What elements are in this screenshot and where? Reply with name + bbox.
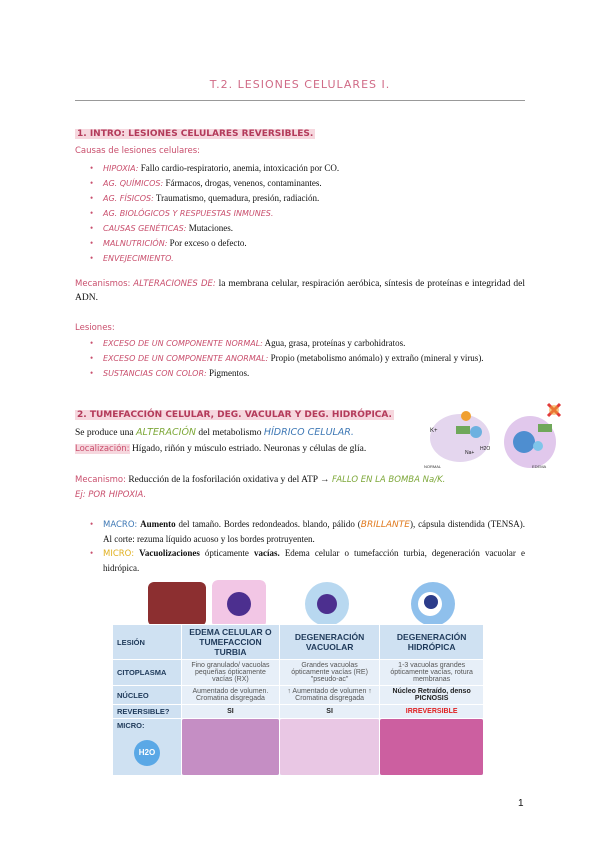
causes-list xyxy=(90,161,339,266)
table-cell: 1-3 vacuolas grandes ópticamente vacías, rotura membranas xyxy=(380,660,484,686)
list-item: • AG. FÍSICOS: Traumatismo, quemadura, presión, radiación. xyxy=(90,191,339,206)
table-cell: Fino granulado/ vacuolas pequeñas ópticamente vacías (RX) xyxy=(182,660,280,686)
table-row xyxy=(113,719,484,776)
row-label: CITOPLASMA xyxy=(113,660,182,686)
section1-heading: 1. INTRO: LESIONES CELULARES REVERSIBLES. xyxy=(77,129,314,139)
list-item: • AG. BIOLÓGICOS Y RESPUESTAS INMUNES. xyxy=(90,206,339,221)
title-divider xyxy=(75,100,525,101)
histology-image-vacuolar xyxy=(280,719,379,775)
mecanismos-paragraph: Mecanismos: ALTERACIONES DE: la membrana celular, respiración aeróbica, síntesis de proteínas e integridad del ADN. xyxy=(75,279,526,303)
list-item: • EXCESO DE UN COMPONENTE NORMAL: Agua, grasa, proteínas y carbohidratos. xyxy=(90,336,484,351)
pump-icon xyxy=(538,424,552,432)
atp-icon xyxy=(461,411,471,421)
vacuolar-cell-image xyxy=(300,580,354,628)
atp-icon xyxy=(549,405,559,415)
na-label: Na+ xyxy=(465,450,475,456)
causes-title: Causas de lesiones celulares: xyxy=(75,146,201,156)
list-item: • EXCESO DE UN COMPONENTE ANORMAL: Propio (metabolismo anómalo) y extraño (mineral y virus). xyxy=(90,351,484,366)
ion-icon xyxy=(470,426,482,438)
table-header: DEGENERACIÓN HIDRÓPICA xyxy=(380,625,484,660)
list-item: • ENVEJECIMIENTO. xyxy=(90,251,339,266)
macro-micro-list xyxy=(90,517,525,575)
table-header: DEGENERACIÓN VACUOLAR xyxy=(279,625,379,660)
pump-icon xyxy=(456,426,470,434)
list-item: • MICRO: Vacuolizaciones ópticamente vacías. Edema celular o tumefacción turbia, degeneración vacuolar e hidrópica. xyxy=(90,546,525,575)
normal-cell-image xyxy=(212,580,266,628)
example-label: Ej: POR HIPOXIA. xyxy=(75,490,147,500)
list-item: • SUSTANCIAS CON COLOR: Pigmentos. xyxy=(90,366,484,381)
micro-image-cell xyxy=(380,719,484,776)
lesiones-list xyxy=(90,336,484,381)
section2-intro: Se produce una ALTERACIÓN del metabolismo HÍDRICO CELULAR. xyxy=(75,427,354,438)
table-cell: SI xyxy=(279,705,379,719)
normal-cell-shape xyxy=(430,414,490,462)
list-item: • CAUSAS GENÉTICAS: Mutaciones. xyxy=(90,221,339,236)
row-label: REVERSIBLE? xyxy=(113,705,182,719)
row-label: NÚCLEO xyxy=(113,686,182,705)
table-row xyxy=(113,660,484,686)
liver-macro-image xyxy=(148,582,206,626)
swollen-nucleus xyxy=(513,431,535,453)
table-cell: ↑ Aumentado de volumen ↑ Cromatina disgregada xyxy=(279,686,379,705)
table-cell: IRREVERSIBLE xyxy=(380,705,484,719)
hydropic-cell-image xyxy=(406,580,460,628)
water-drop-icon: H2O xyxy=(134,740,160,766)
table-cell: SI xyxy=(182,705,280,719)
list-item: • MACRO: Aumento del tamaño. Bordes redondeados. blando, pálido (BRILLANTE), cápsula distendida (TENSA). Al corte: rezuma líquido acuoso y los bordes protruyenten. xyxy=(90,517,525,546)
micro-label: MICRO: xyxy=(117,721,145,730)
row-label xyxy=(113,719,182,776)
table-cell: Grandes vacuolas ópticamente vacías (RE) "pseudo-ac" xyxy=(279,660,379,686)
h2o-label: H2O xyxy=(480,446,491,452)
page-title: T.2. LESIONES CELULARES I. xyxy=(209,78,391,91)
lesiones-title: Lesiones: xyxy=(75,323,115,333)
caption-left: NORMAL xyxy=(424,464,442,469)
mecanismo: Mecanismo: Reducción de la fosforilación oxidativa y del ATP → FALLO EN LA BOMBA Na/K. xyxy=(75,475,446,485)
list-item: • AG. QUÍMICOS: Fármacos, drogas, venenos, contaminantes. xyxy=(90,176,339,191)
micro-image-cell xyxy=(279,719,379,776)
caption-right: EDEMA xyxy=(532,464,547,469)
section2-heading: 2. TUMEFACCIÓN CELULAR, DEG. VACULAR Y DEG. HIDRÓPICA. xyxy=(77,410,392,420)
list-item: • HIPOXIA: Fallo cardio-respiratorio, anemia, intoxicación por CO. xyxy=(90,161,339,176)
page-number: 1 xyxy=(518,798,524,809)
table-row xyxy=(113,705,484,719)
table-header: LESIÓN xyxy=(113,625,182,660)
list-item: • MALNUTRICIÓN: Por exceso o defecto. xyxy=(90,236,339,251)
k-label: K+ xyxy=(430,428,438,434)
comparison-table xyxy=(112,624,484,776)
micro-image-cell xyxy=(182,719,280,776)
table-row xyxy=(113,686,484,705)
histology-image-hydropic xyxy=(380,719,483,775)
edema-diagram xyxy=(420,402,570,470)
table-cell: Aumentado de volumen. Cromatina disgregada xyxy=(182,686,280,705)
ion-icon xyxy=(533,441,543,451)
histology-image-edema xyxy=(182,719,279,775)
table-cell: Núcleo Retraído, denso PICNOSIS xyxy=(380,686,484,705)
localizacion: Localización: Hígado, riñón y músculo estriado. Neuronas y células de glía. xyxy=(75,444,367,454)
table-header: EDEMA CELULAR O TUMEFACCION TURBIA xyxy=(182,625,280,660)
